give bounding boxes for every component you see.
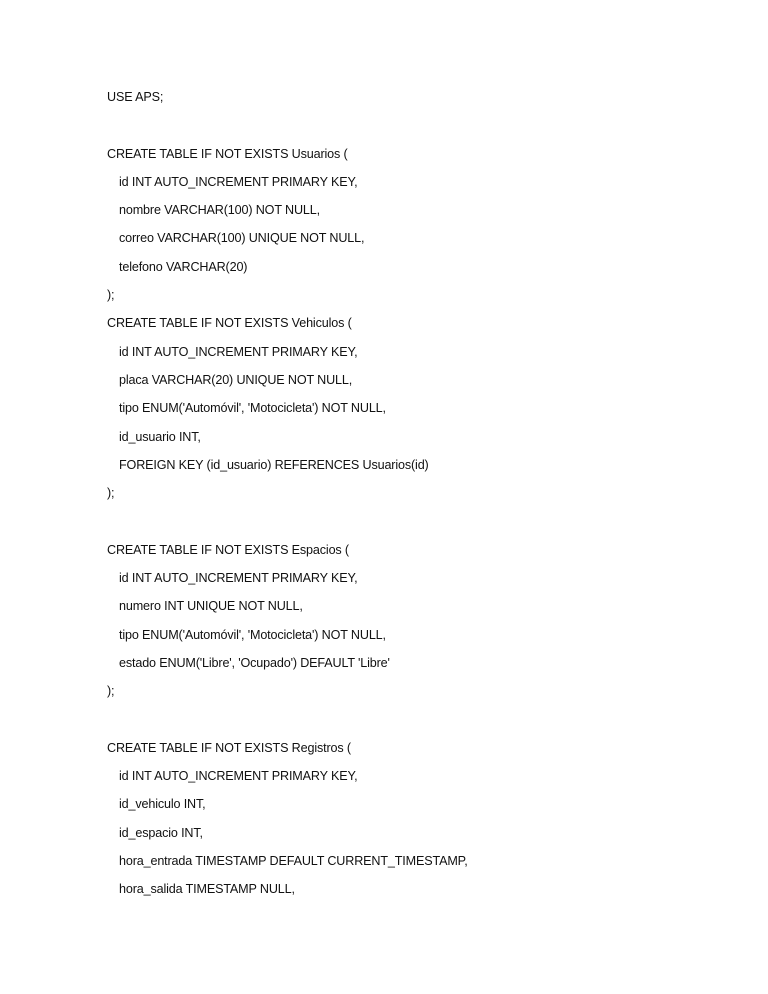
blank-line <box>107 114 707 142</box>
create-table-vehiculos: CREATE TABLE IF NOT EXISTS Vehiculos ( <box>107 316 352 331</box>
create-table-usuarios: CREATE TABLE IF NOT EXISTS Usuarios ( <box>107 146 348 161</box>
column-definition: id INT AUTO_INCREMENT PRIMARY KEY, <box>119 344 358 359</box>
column-definition: numero INT UNIQUE NOT NULL, <box>119 599 303 614</box>
column-definition: id INT AUTO_INCREMENT PRIMARY KEY, <box>119 174 358 189</box>
column-definition: telefono VARCHAR(20) <box>119 259 248 274</box>
column-definition: id_usuario INT, <box>119 429 201 444</box>
column-definition: id_espacio INT, <box>119 825 203 840</box>
column-definition: hora_salida TIMESTAMP NULL, <box>119 882 295 897</box>
foreign-key-definition: FOREIGN KEY (id_usuario) REFERENCES Usuarios(id) <box>119 457 429 472</box>
sql-script-body <box>107 86 707 907</box>
create-table-espacios: CREATE TABLE IF NOT EXISTS Espacios ( <box>107 542 349 557</box>
statement-close: ); <box>107 684 115 699</box>
blank-line <box>107 510 707 538</box>
blank-line <box>107 709 707 737</box>
column-definition: id INT AUTO_INCREMENT PRIMARY KEY, <box>119 571 358 586</box>
column-definition: hora_entrada TIMESTAMP DEFAULT CURRENT_TIMESTAMP, <box>119 854 468 869</box>
column-definition: id INT AUTO_INCREMENT PRIMARY KEY, <box>119 769 358 784</box>
column-definition: tipo ENUM('Automóvil', 'Motocicleta') NOT NULL, <box>119 627 386 642</box>
column-definition: estado ENUM('Libre', 'Ocupado') DEFAULT 'Libre' <box>119 655 390 670</box>
use-statement: USE APS; <box>107 90 164 104</box>
column-definition: correo VARCHAR(100) UNIQUE NOT NULL, <box>119 231 365 246</box>
column-definition: tipo ENUM('Automóvil', 'Motocicleta') NOT NULL, <box>119 401 386 416</box>
statement-close: ); <box>107 288 115 303</box>
column-definition: id_vehiculo INT, <box>119 797 206 812</box>
create-table-registros: CREATE TABLE IF NOT EXISTS Registros ( <box>107 740 351 755</box>
column-definition: nombre VARCHAR(100) NOT NULL, <box>119 203 320 218</box>
column-definition: placa VARCHAR(20) UNIQUE NOT NULL, <box>119 372 353 387</box>
statement-close: ); <box>107 486 115 501</box>
